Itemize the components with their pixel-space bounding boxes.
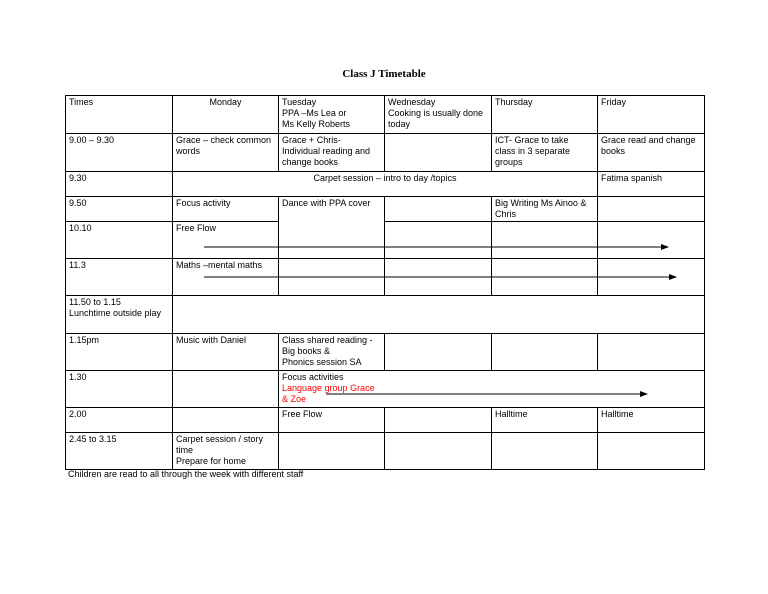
- friday-cell: Grace read and change books: [598, 134, 705, 172]
- header-friday: Friday: [598, 96, 705, 134]
- footnote: Children are read to all through the week with different staff: [68, 469, 304, 479]
- friday-cell: [598, 222, 705, 259]
- tuesday-cell: Class shared reading - Big books & Phonics session SA: [279, 334, 385, 371]
- time-cell: 1.15pm: [66, 334, 173, 371]
- header-times: Times: [66, 96, 173, 134]
- table-row: [66, 134, 705, 172]
- thursday-cell: ICT- Grace to take class in 3 separate groups: [492, 134, 598, 172]
- afternoon-span-cell: Focus activities Language group Grace & Zoe: [279, 371, 705, 408]
- monday-cell: Maths –mental maths: [173, 259, 279, 296]
- friday-cell: [598, 259, 705, 296]
- tuesday-cell: Grace + Chris- Individual reading and change books: [279, 134, 385, 172]
- thursday-cell: [492, 334, 598, 371]
- thursday-cell: [492, 259, 598, 296]
- timetable: [65, 95, 705, 470]
- document-title: Class J Timetable: [342, 68, 426, 80]
- time-cell: 11.50 to 1.15 Lunchtime outside play: [66, 296, 173, 334]
- header-wednesday: Wednesday Cooking is usually done today: [385, 96, 492, 134]
- thursday-cell: [492, 433, 598, 470]
- friday-cell: Fatima spanish: [598, 172, 705, 197]
- time-cell: 2.00: [66, 408, 173, 433]
- thursday-cell: [492, 222, 598, 259]
- table-row: [66, 433, 705, 470]
- header-row: [66, 96, 705, 134]
- spanning-session-cell: Carpet session – intro to day /topics: [173, 172, 598, 197]
- friday-cell: Halltime: [598, 408, 705, 433]
- wednesday-cell: [385, 134, 492, 172]
- monday-cell: Music with Daniel: [173, 334, 279, 371]
- friday-cell: [598, 433, 705, 470]
- wednesday-cell: [385, 197, 492, 222]
- monday-cell: [173, 371, 279, 408]
- time-cell: 2.45 to 3.15: [66, 433, 173, 470]
- tuesday-cell: Free Flow: [279, 408, 385, 433]
- tuesday-cell: [279, 259, 385, 296]
- table-row: [66, 334, 705, 371]
- table-row: [66, 296, 705, 334]
- thursday-cell: Big Writing Ms Ainoo & Chris: [492, 197, 598, 222]
- monday-cell: Focus activity: [173, 197, 279, 222]
- monday-cell: Grace – check common words: [173, 134, 279, 172]
- time-cell: 11.3: [66, 259, 173, 296]
- header-monday: Monday: [173, 96, 279, 134]
- wednesday-cell: [385, 334, 492, 371]
- tuesday-cell: Dance with PPA cover: [279, 197, 385, 259]
- wednesday-cell: [385, 408, 492, 433]
- red-note-line: & Zoe: [282, 394, 307, 404]
- friday-cell: [598, 197, 705, 222]
- time-cell: 9.30: [66, 172, 173, 197]
- friday-cell: [598, 334, 705, 371]
- table-row: [66, 172, 705, 197]
- thursday-cell: Halltime: [492, 408, 598, 433]
- wednesday-cell: [385, 433, 492, 470]
- wednesday-cell: [385, 222, 492, 259]
- red-note-line: Language group Grace: [282, 383, 375, 393]
- table-row: [66, 197, 705, 222]
- header-tuesday: Tuesday PPA –Ms Lea or Ms Kelly Roberts: [279, 96, 385, 134]
- time-cell: 9.00 – 9.30: [66, 134, 173, 172]
- time-cell: 9.50: [66, 197, 173, 222]
- time-cell: 1.30: [66, 371, 173, 408]
- table-row: [66, 408, 705, 433]
- time-cell: 10.10: [66, 222, 173, 259]
- monday-cell: Carpet session / story time Prepare for home: [173, 433, 279, 470]
- header-thursday: Thursday: [492, 96, 598, 134]
- table-row: [66, 371, 705, 408]
- table-row: [66, 222, 705, 259]
- table-row: [66, 259, 705, 296]
- lunch-span-cell: [173, 296, 705, 334]
- monday-cell: Free Flow: [173, 222, 279, 259]
- tuesday-cell: [279, 433, 385, 470]
- wednesday-cell: [385, 259, 492, 296]
- monday-cell: [173, 408, 279, 433]
